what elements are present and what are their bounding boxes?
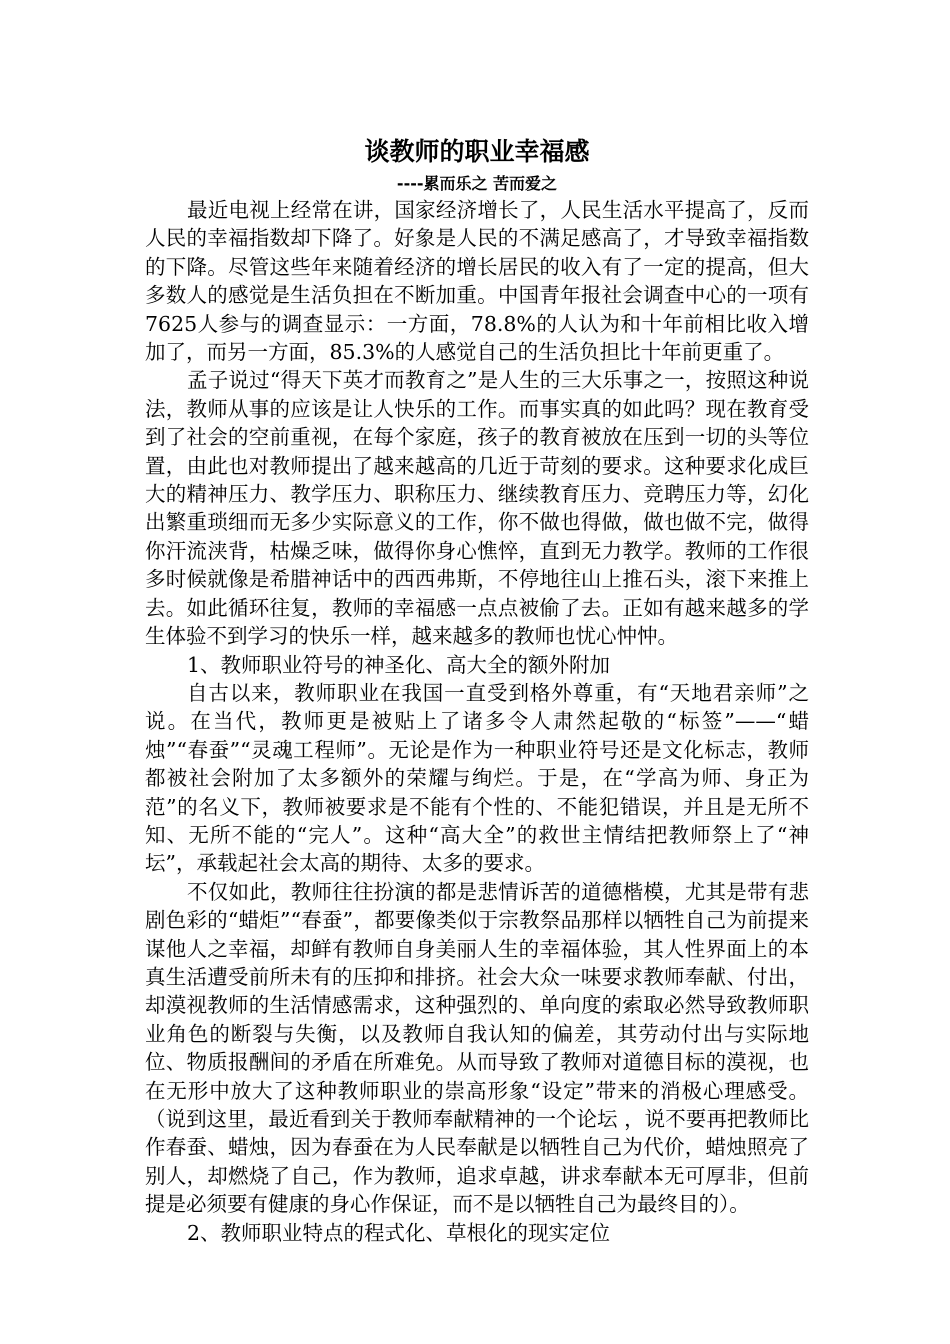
paragraph-happiness-index: 最近电视上经常在讲，国家经济增长了，人民生活水平提高了，反而人民的幸福指数却下降了。好象是人民的不满足感高了，才导致幸福指数的下降。尽管这些年来随着经济的增长居民的收入有了一定的提高，但大多数人的感觉是生活负担在不断加重。中国青年报社会调查中心的一项有7625人参与的调查显示：一方面，78.8%的人认为和十年前相比收入增加了，而另一方面，85.3%的人感觉自己的生活负担比十年前更重了。: [145, 198, 809, 365]
document-title: 谈教师的职业幸福感: [364, 137, 590, 166]
document-subtitle: ----累而乐之 苦而爱之: [396, 174, 558, 193]
document-body: [145, 132, 809, 1247]
paragraph-mencius: 孟子说过“得天下英才而教育之”是人生的三大乐事之一，按照这种说法，教师从事的应该是让人快乐的工作。而事实真的如此吗？现在教育受到了社会的空前重视，在每个家庭，孩子的教育被放在压到一切的头等位置，由此也对教师提出了越来越高的几近于苛刻的要求。这种要求化成巨大的精神压力、教学压力、职称压力、继续教育压力、竞聘压力等，幻化出繁重琐细而无多少实际意义的工作，你不做也得做，做也做不完，做得你汗流浃背，枯燥乏味，做得你身心憔悴，直到无力教学。教师的工作很多时候就像是希腊神话中的西西弗斯，不停地往山上推石头，滚下来推上去。如此循环往复，教师的幸福感一点点被偷了去。正如有越来越多的学生体验不到学习的快乐一样，越来越多的教师也忧心忡忡。: [145, 368, 809, 649]
paragraph-moral-model: 不仅如此，教师往往扮演的都是悲情诉苦的道德楷模，尤其是带有悲剧色彩的“蜡炬”“春蚕”，都要像类似于宗教祭品那样以牺牲自己为前提来谋他人之幸福，却鲜有教师自身美丽人生的幸福体验，其人性界面上的本真生活遭受前所未有的压抑和排挤。社会大众一味要求教师奉献、付出，却漠视教师的生活情感需求，这种强烈的、单向度的索取必然导致教师职业角色的断裂与失衡，以及教师自我认知的偏差，其劳动付出与实际地位、物质报酬间的矛盾在所难免。从而导致了教师对道德目标的漠视，也在无形中放大了这种教师职业的崇高形象“设定”带来的消极心理感受。（说到这里，最近看到关于教师奉献精神的一个论坛 ，说不要再把教师比作春蚕、蜡烛，因为春蚕在为人民奉献是以牺牲自己为代价，蜡烛照亮了别人，却燃烧了自己，作为教师，追求卓越，讲求奉献本无可厚非，但前提是必须要有健康的身心作保证，而不是以牺牲自己为最终目的）。: [145, 879, 809, 1217]
section-heading-2: 2、教师职业特点的程式化、草根化的现实定位: [187, 1220, 611, 1245]
section-heading-1: 1、教师职业符号的神圣化、高大全的额外附加: [187, 652, 611, 677]
paragraph-teacher-symbols: 自古以来，教师职业在我国一直受到格外尊重，有“天地君亲师”之说。在当代，教师更是被贴上了诸多令人肃然起敬的“标签”——“蜡烛”“春蚕”“灵魂工程师”。无论是作为一种职业符号还是文化标志，教师都被社会附加了太多额外的荣耀与绚烂。于是，在“学高为师、身正为范”的名义下，教师被要求是不能有个性的、不能犯错误，并且是无所不知、无所不能的“完人”。这种“高大全”的救世主情结把教师祭上了“神坛”，承载起社会太高的期待、太多的要求。: [145, 680, 809, 876]
